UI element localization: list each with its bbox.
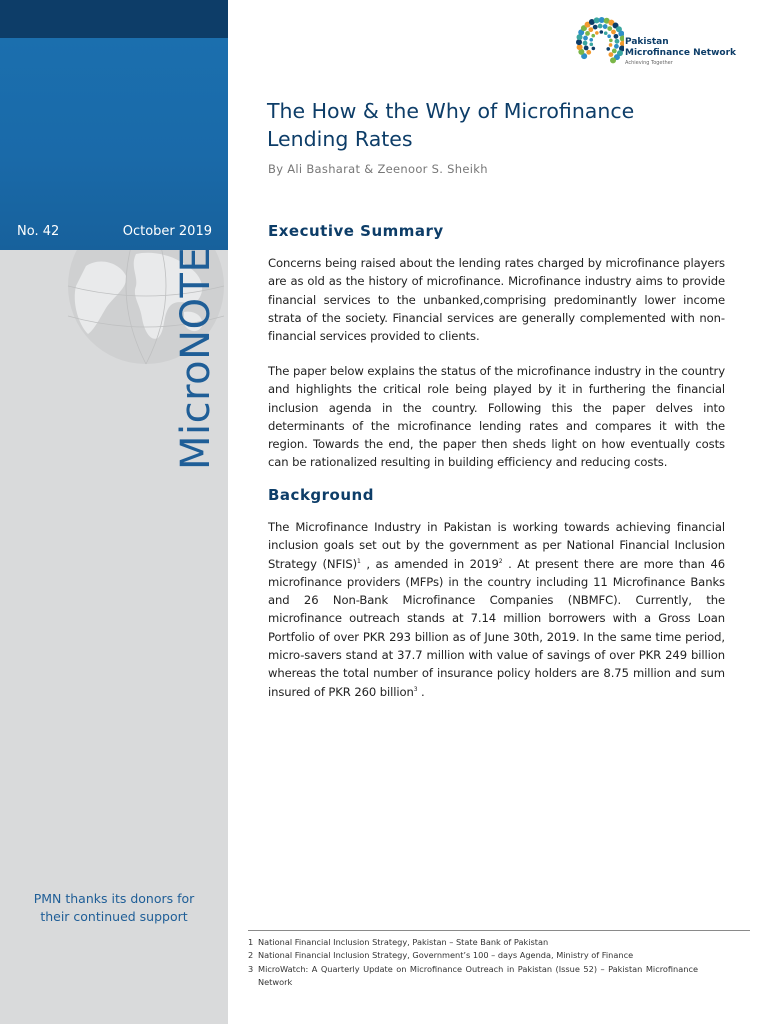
footnote-number: 2 bbox=[248, 950, 254, 961]
logo-line-2: Microfinance Network bbox=[625, 48, 736, 58]
sidebar bbox=[0, 0, 228, 1024]
donors-line-2: their continued support bbox=[40, 909, 188, 924]
logo-dot bbox=[607, 34, 611, 38]
executive-summary-heading: Executive Summary bbox=[268, 222, 444, 240]
logo-line-1: Pakistan bbox=[625, 37, 669, 47]
logo-dot bbox=[614, 44, 619, 49]
logo-dot bbox=[584, 46, 589, 51]
background-heading: Background bbox=[268, 486, 374, 504]
footnote-ref-3: 3 bbox=[413, 685, 418, 693]
footnote-ref-2: 2 bbox=[498, 557, 503, 565]
background-paragraph bbox=[268, 518, 725, 701]
title-line-1: The How & the Why of Microfinance bbox=[267, 99, 635, 123]
donors-line-1: PMN thanks its donors for bbox=[33, 891, 195, 906]
logo-dot bbox=[603, 24, 608, 29]
footnote-number: 3 bbox=[248, 963, 254, 974]
title-line-2: Lending Rates bbox=[267, 127, 413, 151]
footnote-text: National Financial Inclusion Strategy, Government’s 100 – days Agenda, Ministry of Finance bbox=[258, 950, 634, 961]
page-title bbox=[267, 97, 707, 153]
footnotes bbox=[248, 936, 698, 990]
logo-dot bbox=[589, 38, 593, 42]
issue-info bbox=[0, 212, 228, 250]
donors-note bbox=[14, 890, 214, 926]
logo-dot bbox=[600, 30, 604, 34]
sidebar-top-band bbox=[0, 0, 228, 38]
byline: By Ali Basharat & Zeenoor S. Sheikh bbox=[268, 162, 488, 176]
background-text-3: . At present there are more than 46 microfinance providers (MFPs) in the country including 11 Microfinance Banks and 26 Non-Bank Microfinance Companies (NBMFC). Currently, the microfinance outreach stands at 7.14 million borrowers with a Gross Loan Portfolio of over PKR 293 billion as of June 30th, 2019. In the same time period, micro-savers stand at 37.7 million with value of savings of over PKR 249 billion whereas the total number of insurance policy holders are 8.75 million and sum insured of PKR 260 billion bbox=[268, 556, 726, 699]
logo-dot bbox=[593, 25, 598, 30]
logo-dot bbox=[612, 48, 617, 53]
logo-dot bbox=[609, 43, 613, 47]
footnote-divider bbox=[248, 930, 750, 931]
footnote-item bbox=[248, 949, 698, 962]
logo-dot bbox=[592, 47, 596, 51]
footnote-text: National Financial Inclusion Strategy, Pakistan – State Bank of Pakistan bbox=[258, 937, 549, 947]
footnote-item bbox=[248, 963, 698, 990]
pmn-logo bbox=[576, 10, 736, 76]
logo-dot bbox=[614, 34, 619, 39]
background-text-1: The Microfinance Industry in Pakistan is working towards achieving financial inclusion goals set out by the government as per National Financial Inclusion Strategy (NFIS) bbox=[268, 520, 725, 571]
logo-dot bbox=[604, 31, 608, 35]
background-text-4: . bbox=[417, 684, 425, 699]
logo-dot bbox=[583, 36, 588, 41]
logo-dot bbox=[607, 26, 612, 31]
logo-dot bbox=[606, 47, 610, 51]
logo-dot bbox=[608, 52, 613, 57]
executive-summary-paragraph-1: Concerns being raised about the lending rates charged by microfinance players are as old as the history of microfinance. Microfinance industry aims to provide financial services to the unbanked,comprising predominantly lower income strata of the society. Financial services are generally complemented with non-financial services provided to clients. bbox=[268, 256, 725, 344]
logo-name bbox=[625, 37, 736, 59]
logo-dot bbox=[598, 24, 603, 29]
logo-dot bbox=[609, 39, 613, 43]
footnote-item bbox=[248, 936, 698, 949]
logo-dot bbox=[610, 57, 616, 63]
logo-dot bbox=[585, 31, 590, 36]
logo-dot bbox=[586, 50, 591, 55]
pmn-logo-dots-icon bbox=[576, 10, 624, 76]
issue-number: No. 42 bbox=[17, 223, 60, 239]
logo-dot bbox=[589, 43, 593, 47]
footnote-number: 1 bbox=[248, 937, 254, 947]
micronote-brand: MicroNOTE bbox=[173, 246, 219, 470]
logo-dot bbox=[611, 30, 616, 35]
footnote-text: MicroWatch: A Quarterly Update on Microfinance Outreach in Pakistan (Issue 52) – Pakistan Microfinance Network bbox=[258, 963, 698, 988]
executive-summary-paragraph-2: The paper below explains the status of the microfinance industry in the country and highlights the critical role being played by it in furthering the financial inclusion agenda in the country. Following this the paper delves into determinants of the microfinance lending rates and compares it with the region. Towards the end, the paper then sheds light on how eventually costs can be rationalized resulting in building efficiency and reducing costs. bbox=[268, 364, 725, 470]
logo-dot bbox=[615, 39, 620, 44]
footnote-ref-1: 1 bbox=[357, 557, 361, 565]
logo-dot bbox=[591, 34, 595, 38]
issue-date: October 2019 bbox=[122, 223, 212, 239]
logo-dot bbox=[588, 27, 593, 32]
logo-dot bbox=[583, 41, 588, 46]
background-text-2: , as amended in 2019 bbox=[360, 556, 499, 571]
logo-dot bbox=[595, 31, 599, 35]
logo-tagline: Achieving Together bbox=[625, 60, 673, 66]
